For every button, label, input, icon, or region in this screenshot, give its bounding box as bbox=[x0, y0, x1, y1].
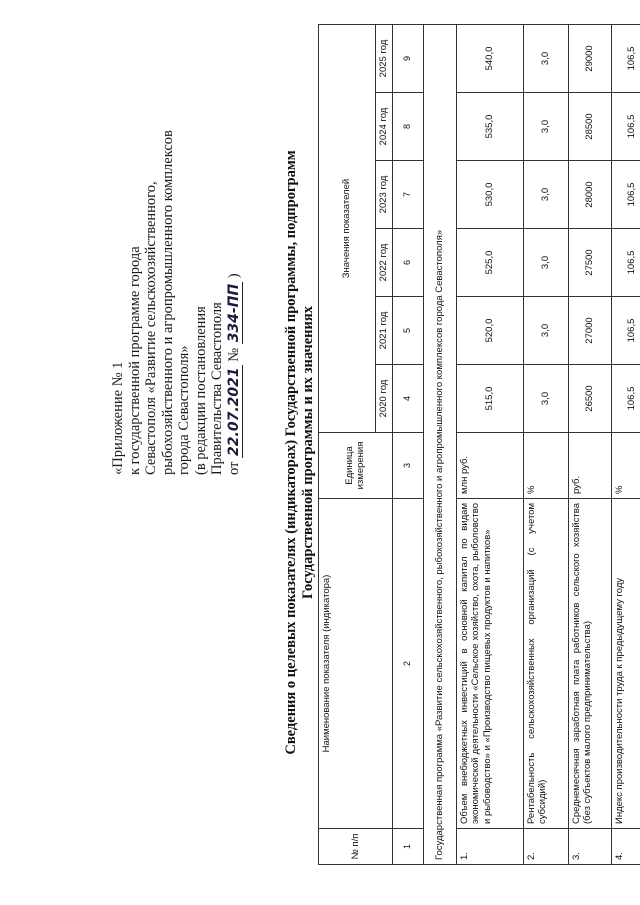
appendix-block bbox=[110, 5, 242, 475]
header-name: Наименование показателя (индикатора) bbox=[319, 499, 393, 829]
handwritten-number: 334-ПП bbox=[225, 283, 242, 343]
appendix-line: Севастополя «Развитие сельскохозяйственного, bbox=[143, 181, 159, 475]
date-prefix: от bbox=[225, 461, 242, 475]
row-num: 1. bbox=[456, 829, 523, 865]
row-value: 3,0 bbox=[523, 297, 568, 365]
row-value: 106,5 bbox=[611, 297, 640, 365]
col-number: 5 bbox=[392, 297, 423, 365]
row-num: 3. bbox=[568, 829, 611, 865]
header-unit: Единица измерения bbox=[319, 433, 393, 499]
header-year: 2025 год bbox=[376, 25, 393, 93]
row-value: 27500 bbox=[568, 229, 611, 297]
row-name: Индекс производительности труда к предыдущему году bbox=[611, 499, 640, 829]
table-row bbox=[568, 25, 611, 865]
col-number: 3 bbox=[392, 433, 423, 499]
row-value: 540,0 bbox=[456, 25, 523, 93]
header-year: 2022 год bbox=[376, 229, 393, 297]
header-year: 2021 год bbox=[376, 297, 393, 365]
row-num: 2. bbox=[523, 829, 568, 865]
row-name: Среднемесячная заработная плата работников сельского хозяйства (без субъектов малого предпринимательства) bbox=[568, 499, 611, 829]
program-row: Государственная программа «Развитие сельскохозяйственного, рыбохозяйственного и агропромышленного комплексов города Севастополя» bbox=[423, 25, 456, 865]
row-value: 3,0 bbox=[523, 93, 568, 161]
row-name: Объем внебюджетных инвестиций в основной капитал по видам экономической деятельности «Сельское хозяйство, охота, рыболовство и рыбоводство» и «Производство пищевых продуктов и напитков» bbox=[456, 499, 523, 829]
col-number: 6 bbox=[392, 229, 423, 297]
row-name: Рентабельность сельскохозяйственных организаций (с учетом субсидий) bbox=[523, 499, 568, 829]
row-value: 106,5 bbox=[611, 161, 640, 229]
appendix-line: «Приложение № 1 bbox=[110, 361, 126, 475]
row-value: 106,5 bbox=[611, 229, 640, 297]
row-value: 535,0 bbox=[456, 93, 523, 161]
appendix-line: города Севастополя» bbox=[176, 345, 192, 475]
number-prefix: № bbox=[225, 347, 242, 362]
row-value: 29000 bbox=[568, 25, 611, 93]
table-row bbox=[456, 25, 523, 865]
row-value: 530,0 bbox=[456, 161, 523, 229]
appendix-line: к государственной программе города bbox=[126, 246, 143, 475]
row-value: 3,0 bbox=[523, 365, 568, 433]
col-number: 7 bbox=[392, 161, 423, 229]
row-value: 28500 bbox=[568, 93, 611, 161]
header-year: 2020 год bbox=[376, 365, 393, 433]
row-value: 26500 bbox=[568, 365, 611, 433]
row-value: 106,5 bbox=[611, 365, 640, 433]
row-unit: % bbox=[611, 433, 640, 499]
closing-paren: ) bbox=[225, 273, 242, 279]
header-year: 2024 год bbox=[376, 93, 393, 161]
handwritten-date: 22.07.2021 bbox=[225, 367, 242, 456]
header-num: № п/п bbox=[319, 829, 393, 865]
col-number: 9 bbox=[392, 25, 423, 93]
title-line-2: Государственной программы и их значениях bbox=[300, 306, 316, 599]
appendix-line: рыбохозяйственного и агропромышленного комплексов bbox=[159, 130, 176, 475]
row-num: 4. bbox=[611, 829, 640, 865]
col-number: 8 bbox=[392, 93, 423, 161]
header-year: 2023 год bbox=[376, 161, 393, 229]
row-unit: млн руб. bbox=[456, 433, 523, 499]
appendix-line: (в редакции постановления bbox=[192, 306, 209, 475]
table-row bbox=[523, 25, 568, 865]
document-title bbox=[283, 0, 317, 905]
row-unit: руб. bbox=[568, 433, 611, 499]
col-number: 1 bbox=[392, 829, 423, 865]
indicators-table bbox=[318, 24, 640, 865]
appendix-line: Правительства Севастополя bbox=[209, 302, 225, 475]
header-values-group: Значения показателей bbox=[319, 25, 376, 433]
title-line-1: Сведения о целевых показателях (индикаторах) Государственной программы, подпрограмм bbox=[283, 150, 299, 755]
row-value: 106,5 bbox=[611, 25, 640, 93]
col-number: 2 bbox=[392, 499, 423, 829]
row-value: 515,0 bbox=[456, 365, 523, 433]
appendix-date-line bbox=[226, 5, 243, 475]
row-value: 27000 bbox=[568, 297, 611, 365]
row-value: 3,0 bbox=[523, 229, 568, 297]
row-unit: % bbox=[523, 433, 568, 499]
row-value: 3,0 bbox=[523, 25, 568, 93]
row-value: 525,0 bbox=[456, 229, 523, 297]
row-value: 3,0 bbox=[523, 161, 568, 229]
row-value: 28000 bbox=[568, 161, 611, 229]
col-number: 4 bbox=[392, 365, 423, 433]
row-value: 106,5 bbox=[611, 93, 640, 161]
row-value: 520,0 bbox=[456, 297, 523, 365]
table-row bbox=[611, 25, 640, 865]
